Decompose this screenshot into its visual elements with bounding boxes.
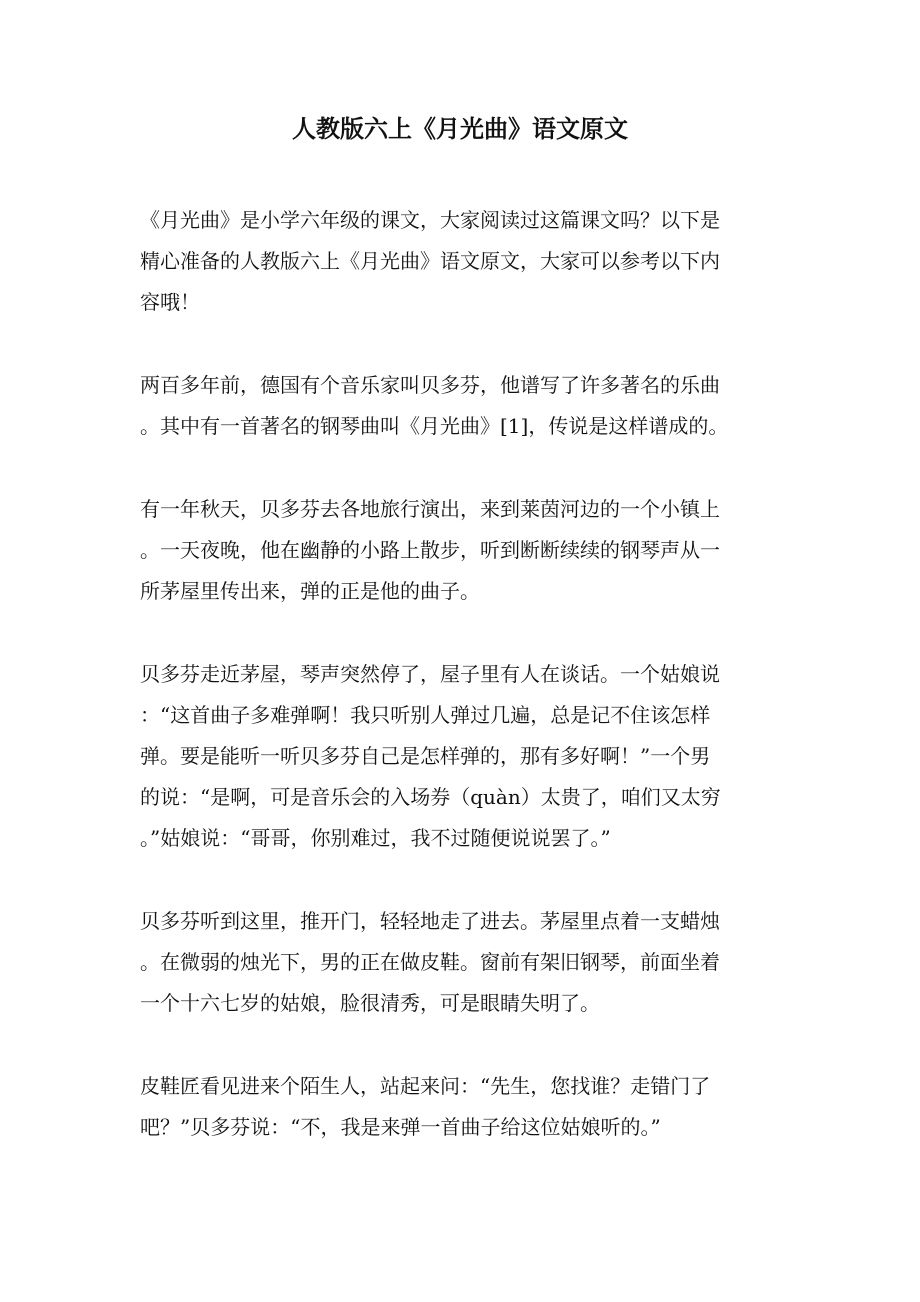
text-line: 。其中有一首著名的钢琴曲叫《月光曲》[1]，传说是这样谱成的。 xyxy=(140,414,729,438)
text-line: 的说：“是啊，可是音乐会的入场券（quàn）太贵了，咱们又太穷 xyxy=(140,785,721,809)
document-title: 人教版六上《月光曲》语文原文 xyxy=(292,114,628,143)
text-line: 一个十六七岁的姑娘，脸很清秀，可是眼睛失明了。 xyxy=(140,991,600,1015)
paragraph-1 xyxy=(140,365,780,447)
text-line: 有一年秋天，贝多芬去各地旅行演出，来到莱茵河边的一个小镇上 xyxy=(140,497,720,521)
text-line: 贝多芬听到这里，推开门，轻轻地走了进去。茅屋里点着一支蜡烛 xyxy=(140,909,720,933)
paragraph-4 xyxy=(140,901,780,1024)
text-line: 贝多芬走近茅屋，琴声突然停了，屋子里有人在谈话。一个姑娘说 xyxy=(140,662,720,686)
document-body xyxy=(140,200,780,1190)
text-line: 弹。要是能听一听贝多芬自己是怎样弹的，那有多好啊！”一个男 xyxy=(140,744,711,768)
text-line: ：“这首曲子多难弹啊！我只听别人弹过几遍，总是记不住该怎样 xyxy=(140,703,711,727)
paragraph-intro xyxy=(140,200,780,323)
text-line: 精心准备的人教版六上《月光曲》语文原文，大家可以参考以下内 xyxy=(140,249,720,273)
text-line: 皮鞋匠看见进来个陌生人，站起来问：“先生，您找谁？走错门了 xyxy=(140,1074,711,1098)
paragraph-2 xyxy=(140,489,780,612)
text-line: 。在微弱的烛光下，男的正在做皮鞋。窗前有架旧钢琴，前面坐着 xyxy=(140,950,720,974)
text-line: 两百多年前，德国有个音乐家叫贝多芬，他谱写了许多著名的乐曲 xyxy=(140,373,720,397)
paragraph-3 xyxy=(140,654,780,859)
paragraph-5 xyxy=(140,1066,780,1148)
text-line: 。一天夜晚，他在幽静的小路上散步，听到断断续续的钢琴声从一 xyxy=(140,538,720,562)
text-line: 容哦！ xyxy=(140,290,200,314)
text-line: 。”姑娘说：“哥哥，你别难过，我不过随便说说罢了。” xyxy=(140,826,611,850)
text-line: 吧？”贝多芬说：“不，我是来弹一首曲子给这位姑娘听的。” xyxy=(140,1115,661,1139)
text-line: 所茅屋里传出来，弹的正是他的曲子。 xyxy=(140,579,480,603)
text-line: 《月光曲》是小学六年级的课文，大家阅读过这篇课文吗？以下是 xyxy=(140,208,720,232)
